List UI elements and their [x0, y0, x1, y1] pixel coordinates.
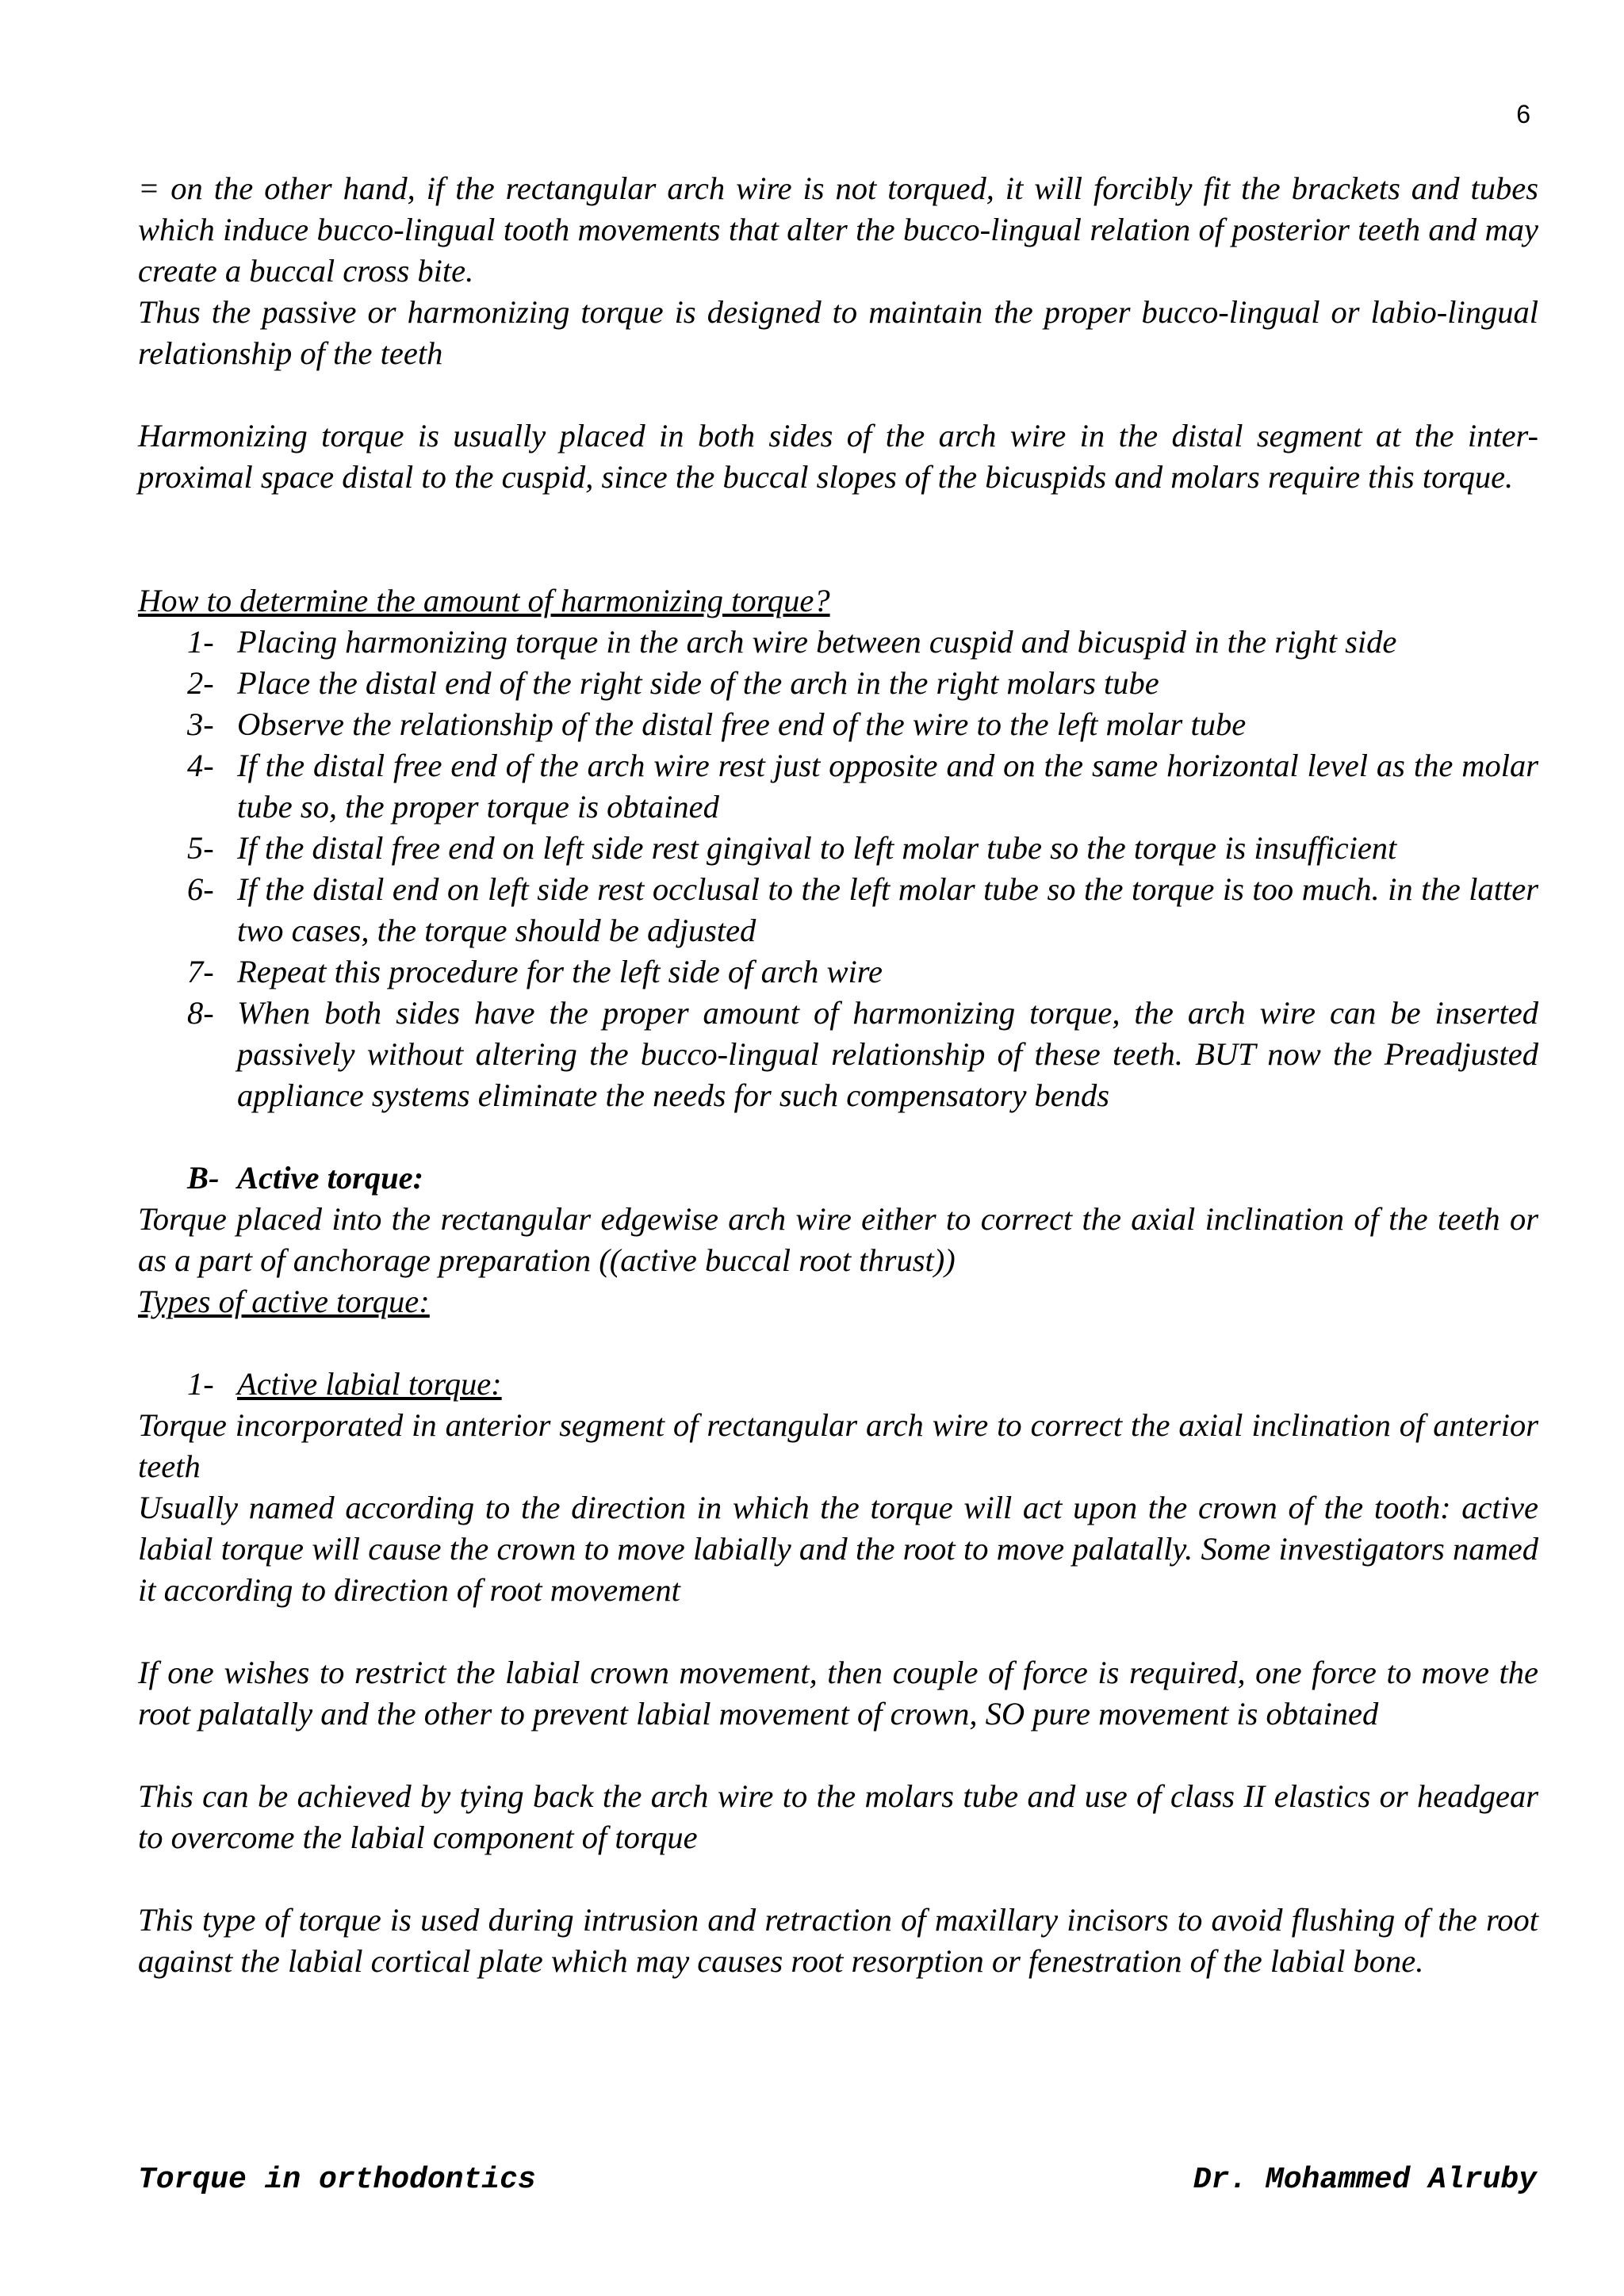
- list-text: Place the distal end of the right side of the arch in the right molars tube: [237, 665, 1159, 701]
- list-text: Repeat this procedure for the left side of arch wire: [237, 954, 883, 989]
- document-body: [138, 168, 1538, 1982]
- list-item: [138, 704, 1538, 745]
- page-number: 6: [1516, 100, 1530, 128]
- paragraph-tie-back: This can be achieved by tying back the arch wire to the molars tube and use of class II elastics or headgear to overcome the labial component of torque: [138, 1778, 1538, 1855]
- footer-title: Torque in orthodontics: [138, 2163, 536, 2197]
- list-text: Observe the relationship of the distal free end of the wire to the left molar tube: [237, 706, 1247, 742]
- heading-number: 1-: [187, 1366, 214, 1402]
- list-item: [138, 993, 1538, 1116]
- heading-text: Active labial torque:: [237, 1366, 502, 1402]
- paragraph-labial-naming: Usually named according to the direction in which the torque will act upon the crown of the tooth: active labial torque will cause the crown to move labially and the root to move palatally. Some investigators named it according to direction of root movement: [138, 1490, 1538, 1608]
- list-item: [138, 869, 1538, 951]
- paragraph-couple-of-force: If one wishes to restrict the labial crown movement, then couple of force is required, one force to move the root palatally and the other to prevent labial movement of crown, SO pure movement is obtained: [138, 1655, 1538, 1732]
- heading-active-labial-torque: [138, 1364, 1538, 1405]
- heading-how-to-determine: How to determine the amount of harmonizing torque?: [138, 583, 830, 618]
- list-text: Placing harmonizing torque in the arch wire between cuspid and bicuspid in the right side: [237, 624, 1397, 660]
- paragraph-active-definition: Torque placed into the rectangular edgewise arch wire either to correct the axial inclination of the teeth or as a part of anchorage preparation ((active buccal root thrust)): [138, 1201, 1538, 1278]
- list-item: [138, 663, 1538, 704]
- list-number: 6-: [187, 871, 214, 907]
- list-text: If the distal free end of the arch wire rest just opposite and on the same horizontal level as the molar tube so, the proper torque is obtained: [237, 748, 1538, 825]
- paragraph-harmonizing-placement: Harmonizing torque is usually placed in both sides of the arch wire in the distal segment at the inter-proximal space distal to the cuspid, since the buccal slopes of the bicuspids and molars require this torque.: [138, 418, 1538, 495]
- page-footer: [138, 2163, 1537, 2197]
- heading-types-active-torque: Types of active torque:: [138, 1284, 430, 1319]
- list-number: 7-: [187, 954, 214, 989]
- list-number: 4-: [187, 748, 214, 783]
- paragraph-labial-definition: Torque incorporated in anterior segment of rectangular arch wire to correct the axial inclination of anterior teeth: [138, 1407, 1538, 1484]
- list-item: [138, 622, 1538, 663]
- list-item: [138, 745, 1538, 828]
- heading-number: B-: [187, 1160, 220, 1196]
- list-text: When both sides have the proper amount of harmonizing torque, the arch wire can be inserted passively without altering the bucco-lingual relationship of these teeth. BUT now the Preadjusted appliance systems eliminate the needs for such compensatory bends: [237, 995, 1538, 1113]
- paragraph-cross-bite: = on the other hand, if the rectangular arch wire is not torqued, it will forcibly fit the brackets and tubes which induce bucco-lingual tooth movements that alter the bucco-lingual relation of posterior teeth and may create a buccal cross bite.: [138, 170, 1538, 289]
- steps-list: [138, 622, 1538, 1116]
- list-text: If the distal end on left side rest occlusal to the left molar tube so the torque is too much. in the latter two cases, the torque should be adjusted: [237, 871, 1538, 948]
- list-number: 8-: [187, 995, 214, 1031]
- footer-author: Dr. Mohammed Alruby: [1193, 2163, 1537, 2197]
- list-item: [138, 951, 1538, 993]
- list-number: 5-: [187, 830, 214, 866]
- list-number: 3-: [187, 706, 214, 742]
- heading-active-torque: [138, 1158, 1538, 1199]
- heading-text: Active torque:: [237, 1160, 424, 1196]
- list-number: 2-: [187, 665, 214, 701]
- list-text: If the distal free end on left side rest gingival to left molar tube so the torque is insufficient: [237, 830, 1397, 866]
- list-item: [138, 828, 1538, 869]
- list-number: 1-: [187, 624, 214, 660]
- paragraph-passive-torque: Thus the passive or harmonizing torque is designed to maintain the proper bucco-lingual or labio-lingual relationship of the teeth: [138, 294, 1538, 371]
- paragraph-intrusion-retraction: This type of torque is used during intrusion and retraction of maxillary incisors to avoid flushing of the root against the labial cortical plate which may causes root resorption or fenestration of the labial bone.: [138, 1902, 1538, 1979]
